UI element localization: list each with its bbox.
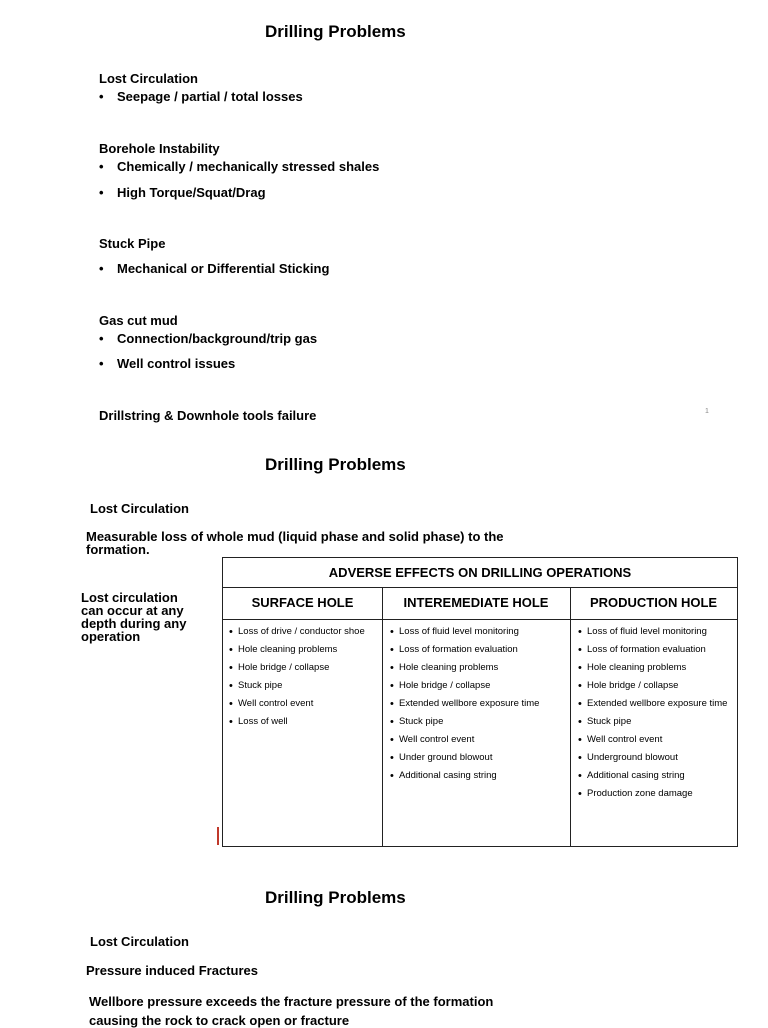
slide1-title: Drilling Problems <box>265 22 406 41</box>
lost-circulation-bullet: • Seepage / partial / total losses <box>99 89 303 104</box>
lost-circulation-heading-2: Lost Circulation <box>90 501 189 516</box>
list-item: • Loss of drive / conductor shoe <box>227 627 379 637</box>
intermediate-column <box>388 627 568 846</box>
definition-line-2: formation. <box>86 542 150 557</box>
list-item: • Production zone damage <box>576 789 736 799</box>
wellbore-line-1: Wellbore pressure exceeds the fracture pressure of the formation <box>89 994 494 1009</box>
bullet-icon: • <box>99 356 104 371</box>
col-header-surface: SURFACE HOLE <box>223 587 382 620</box>
lost-circulation-heading-3: Lost Circulation <box>90 934 189 949</box>
pressure-fractures-heading: Pressure induced Fractures <box>86 963 258 978</box>
surface-column <box>227 627 379 846</box>
list-item: • Well control event <box>576 735 736 745</box>
borehole-bullet-1: • Chemically / mechanically stressed shales <box>99 159 380 174</box>
gas-bullet-2: • Well control issues <box>99 356 236 371</box>
list-item: • Under ground blowout <box>388 753 568 763</box>
wellbore-line-2: causing the rock to crack open or fracture <box>89 1013 350 1028</box>
table-divider <box>382 587 383 846</box>
list-item: • Hole cleaning problems <box>576 663 736 673</box>
list-item: • Stuck pipe <box>388 717 568 727</box>
bullet-icon: • <box>99 185 104 200</box>
list-item: • Stuck pipe <box>576 717 736 727</box>
list-item: • Loss of formation evaluation <box>388 645 568 655</box>
list-item: • Loss of formation evaluation <box>576 645 736 655</box>
slide2-title: Drilling Problems <box>265 455 406 474</box>
adverse-effects-table <box>222 557 738 847</box>
list-item: • Underground blowout <box>576 753 736 763</box>
borehole-instability-heading: Borehole Instability <box>99 141 220 156</box>
list-item: • Loss of fluid level monitoring <box>388 627 568 637</box>
table-divider <box>570 587 571 846</box>
list-item: • Additional casing string <box>388 771 568 781</box>
production-column <box>576 627 736 846</box>
slide3-title: Drilling Problems <box>265 888 406 907</box>
gas-cut-mud-heading: Gas cut mud <box>99 313 178 328</box>
stuck-pipe-heading: Stuck Pipe <box>99 236 166 251</box>
list-item: • Extended wellbore exposure time <box>576 699 736 709</box>
gas-bullet-1: • Connection/background/trip gas <box>99 331 318 346</box>
list-item: • Additional casing string <box>576 771 736 781</box>
list-item: • Stuck pipe <box>227 681 379 691</box>
stuck-pipe-bullet: • Mechanical or Differential Sticking <box>99 261 330 276</box>
side-note: Lost circulation can occur at any depth during any operation <box>81 590 187 644</box>
bullet-icon: • <box>99 159 104 174</box>
list-item: • Loss of fluid level monitoring <box>576 627 736 637</box>
col-header-production: PRODUCTION HOLE <box>570 587 737 620</box>
list-item: • Hole cleaning problems <box>227 645 379 655</box>
definition-line-1: Measurable loss of whole mud (liquid phase and solid phase) to the <box>86 529 504 544</box>
borehole-bullet-2: • High Torque/Squat/Drag <box>99 185 266 200</box>
list-item: • Extended wellbore exposure time <box>388 699 568 709</box>
bullet-icon: • <box>99 331 104 346</box>
bullet-icon: • <box>99 89 104 104</box>
table-title: ADVERSE EFFECTS ON DRILLING OPERATIONS <box>223 558 737 588</box>
list-item: • Well control event <box>227 699 379 709</box>
list-item: • Hole bridge / collapse <box>227 663 379 673</box>
list-item: • Hole bridge / collapse <box>576 681 736 691</box>
list-item: • Hole cleaning problems <box>388 663 568 673</box>
page-number: 1 <box>705 408 709 415</box>
bullet-icon: • <box>99 261 104 276</box>
lost-circulation-heading: Lost Circulation <box>99 71 198 86</box>
list-item: • Loss of well <box>227 717 379 727</box>
col-header-intermediate: INTEREMEDIATE HOLE <box>382 587 570 620</box>
list-item: • Hole bridge / collapse <box>388 681 568 691</box>
list-item: • Well control event <box>388 735 568 745</box>
drillstring-heading: Drillstring & Downhole tools failure <box>99 408 317 423</box>
red-mark <box>217 827 219 845</box>
